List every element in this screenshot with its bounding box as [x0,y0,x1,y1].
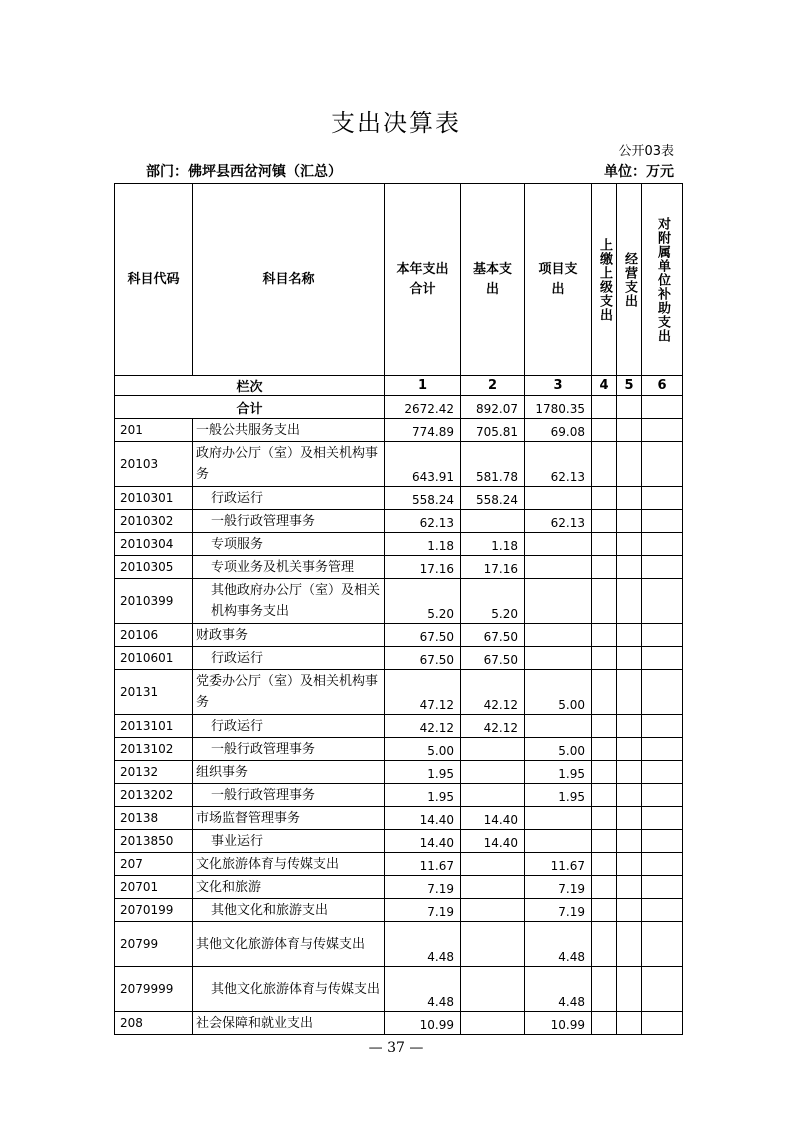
total-c5 [617,396,642,419]
row-project [525,715,592,738]
row-basic [461,967,525,1012]
row-operating [617,670,642,715]
row-name: 一般行政管理事务 [193,738,385,761]
row-upper-level [592,624,617,647]
table-row [115,1012,683,1035]
table-row [115,830,683,853]
row-name: 其他文化和旅游支出 [193,899,385,922]
row-name: 一般行政管理事务 [193,784,385,807]
row-subsidiary [642,579,683,624]
department-label: 部门：佛坪县西岔河镇（汇总） [146,164,342,180]
row-code: 20132 [115,761,193,784]
row-operating [617,579,642,624]
row-code: 20131 [115,670,193,715]
row-name: 专项服务 [193,533,385,556]
row-operating [617,647,642,670]
row-upper-level [592,761,617,784]
row-total: 5.20 [385,579,461,624]
row-operating [617,1012,642,1035]
table-row [115,899,683,922]
row-subsidiary [642,670,683,715]
table-row [115,533,683,556]
row-total: 67.50 [385,624,461,647]
row-name: 市场监督管理事务 [193,807,385,830]
row-basic [461,784,525,807]
row-total: 1.95 [385,784,461,807]
row-upper-level [592,876,617,899]
row-upper-level [592,419,617,442]
expenditure-table [114,183,683,1035]
row-total: 47.12 [385,670,461,715]
column-index-2: 2 [461,376,525,396]
row-name: 其他文化旅游体育与传媒支出 [193,922,385,967]
row-basic: 558.24 [461,487,525,510]
row-project: 62.13 [525,442,592,487]
header-row [115,184,683,376]
row-upper-level [592,807,617,830]
row-subsidiary [642,807,683,830]
row-total: 5.00 [385,738,461,761]
row-total: 11.67 [385,853,461,876]
header-total: 本年支出合计 [385,184,461,376]
header-code: 科目代码 [115,184,193,376]
row-upper-level [592,487,617,510]
row-basic: 581.78 [461,442,525,487]
table-row [115,715,683,738]
row-total: 1.95 [385,761,461,784]
row-subsidiary [642,761,683,784]
total-c2: 892.07 [461,396,525,419]
row-upper-level [592,533,617,556]
row-code: 20138 [115,807,193,830]
total-c1: 2672.42 [385,396,461,419]
row-operating [617,715,642,738]
row-basic: 42.12 [461,670,525,715]
row-basic [461,510,525,533]
total-c6 [642,396,683,419]
row-upper-level [592,853,617,876]
row-upper-level [592,738,617,761]
row-basic: 14.40 [461,830,525,853]
row-basic [461,761,525,784]
row-code: 2010305 [115,556,193,579]
row-subsidiary [642,647,683,670]
row-operating [617,967,642,1012]
row-project: 10.99 [525,1012,592,1035]
row-subsidiary [642,1012,683,1035]
row-project: 4.48 [525,922,592,967]
row-code: 2013202 [115,784,193,807]
row-total: 14.40 [385,830,461,853]
row-subsidiary [642,487,683,510]
row-basic: 42.12 [461,715,525,738]
column-index-4: 4 [592,376,617,396]
row-project: 7.19 [525,899,592,922]
row-upper-level [592,784,617,807]
row-basic [461,899,525,922]
row-code: 208 [115,1012,193,1035]
row-upper-level [592,922,617,967]
row-total: 4.48 [385,967,461,1012]
row-subsidiary [642,624,683,647]
row-upper-level [592,647,617,670]
row-subsidiary [642,510,683,533]
row-operating [617,487,642,510]
row-subsidiary [642,715,683,738]
row-subsidiary [642,922,683,967]
row-upper-level [592,1012,617,1035]
row-code: 20106 [115,624,193,647]
row-code: 2010601 [115,647,193,670]
row-subsidiary [642,967,683,1012]
row-total: 643.91 [385,442,461,487]
header-upper-level: 上缴上级支出 [592,184,617,376]
table-row [115,784,683,807]
row-upper-level [592,715,617,738]
row-operating [617,761,642,784]
row-subsidiary [642,784,683,807]
total-c4 [592,396,617,419]
row-basic [461,1012,525,1035]
row-project [525,556,592,579]
row-upper-level [592,967,617,1012]
table-row [115,807,683,830]
row-code: 201 [115,419,193,442]
row-code: 2079999 [115,967,193,1012]
row-operating [617,419,642,442]
column-index-3: 3 [525,376,592,396]
row-basic: 705.81 [461,419,525,442]
row-operating [617,510,642,533]
row-total: 7.19 [385,876,461,899]
row-operating [617,533,642,556]
table-row [115,922,683,967]
row-name: 一般公共服务支出 [193,419,385,442]
header-subsidiary: 对附属单位补助支出 [642,184,683,376]
row-operating [617,738,642,761]
row-name: 文化和旅游 [193,876,385,899]
row-subsidiary [642,853,683,876]
row-total: 17.16 [385,556,461,579]
row-code: 2010304 [115,533,193,556]
table-row [115,853,683,876]
row-code: 20103 [115,442,193,487]
total-label: 合计 [115,396,385,419]
page-number: — 37 — [368,1040,424,1056]
row-code: 2013102 [115,738,193,761]
table-row [115,487,683,510]
row-name: 行政运行 [193,487,385,510]
column-index-5: 5 [617,376,642,396]
row-name: 行政运行 [193,715,385,738]
column-index-label: 栏次 [115,376,385,396]
header-operating: 经营支出 [617,184,642,376]
table-row [115,510,683,533]
table-row [115,579,683,624]
row-basic: 1.18 [461,533,525,556]
row-name: 文化旅游体育与传媒支出 [193,853,385,876]
header-project: 项目支出 [525,184,592,376]
row-name: 党委办公厅（室）及相关机构事务 [193,670,385,715]
column-index-row [115,376,683,396]
row-operating [617,830,642,853]
row-operating [617,807,642,830]
table-row [115,761,683,784]
row-operating [617,922,642,967]
row-total: 67.50 [385,647,461,670]
row-code: 2010302 [115,510,193,533]
row-total: 774.89 [385,419,461,442]
row-basic [461,922,525,967]
row-project: 62.13 [525,510,592,533]
row-code: 207 [115,853,193,876]
row-name: 社会保障和就业支出 [193,1012,385,1035]
row-operating [617,556,642,579]
unit-label: 单位：万元 [604,164,674,180]
row-upper-level [592,442,617,487]
row-upper-level [592,556,617,579]
row-total: 14.40 [385,807,461,830]
row-total: 42.12 [385,715,461,738]
table-row [115,556,683,579]
row-subsidiary [642,738,683,761]
row-total: 558.24 [385,487,461,510]
table-row [115,670,683,715]
row-name: 其他文化旅游体育与传媒支出 [193,967,385,1012]
row-upper-level [592,670,617,715]
row-basic [461,853,525,876]
row-basic: 17.16 [461,556,525,579]
row-code: 2010399 [115,579,193,624]
row-basic: 14.40 [461,807,525,830]
total-c3: 1780.35 [525,396,592,419]
table-row [115,624,683,647]
row-basic: 67.50 [461,647,525,670]
row-code: 2013850 [115,830,193,853]
row-name: 事业运行 [193,830,385,853]
row-project: 5.00 [525,738,592,761]
table-row [115,419,683,442]
total-row [115,396,683,419]
row-basic [461,738,525,761]
row-name: 专项业务及机关事务管理 [193,556,385,579]
row-project [525,647,592,670]
row-basic [461,876,525,899]
row-name: 其他政府办公厅（室）及相关机构事务支出 [193,579,385,624]
row-project: 11.67 [525,853,592,876]
row-operating [617,624,642,647]
row-project: 69.08 [525,419,592,442]
row-code: 20799 [115,922,193,967]
row-subsidiary [642,556,683,579]
row-basic: 5.20 [461,579,525,624]
row-total: 62.13 [385,510,461,533]
row-project [525,624,592,647]
row-operating [617,853,642,876]
row-subsidiary [642,419,683,442]
row-name: 行政运行 [193,647,385,670]
row-project [525,533,592,556]
row-basic: 67.50 [461,624,525,647]
row-name: 组织事务 [193,761,385,784]
row-subsidiary [642,830,683,853]
row-code: 2070199 [115,899,193,922]
column-index-1: 1 [385,376,461,396]
row-project: 5.00 [525,670,592,715]
form-number: 公开03表 [618,144,674,159]
row-project: 1.95 [525,784,592,807]
table-row [115,647,683,670]
row-subsidiary [642,876,683,899]
row-operating [617,876,642,899]
row-name: 财政事务 [193,624,385,647]
page-title: 支出决算表 [331,109,461,137]
row-operating [617,899,642,922]
row-upper-level [592,830,617,853]
table-row [115,738,683,761]
table-row [115,442,683,487]
row-name: 政府办公厅（室）及相关机构事务 [193,442,385,487]
row-project: 7.19 [525,876,592,899]
row-project: 1.95 [525,761,592,784]
row-operating [617,442,642,487]
row-project [525,830,592,853]
row-upper-level [592,510,617,533]
table-row [115,876,683,899]
table-row [115,967,683,1012]
header-basic: 基本支出 [461,184,525,376]
row-name: 一般行政管理事务 [193,510,385,533]
row-project [525,579,592,624]
row-upper-level [592,899,617,922]
row-project [525,807,592,830]
row-project [525,487,592,510]
row-code: 20701 [115,876,193,899]
row-total: 1.18 [385,533,461,556]
row-upper-level [592,579,617,624]
row-code: 2010301 [115,487,193,510]
row-total: 7.19 [385,899,461,922]
row-project: 4.48 [525,967,592,1012]
row-code: 2013101 [115,715,193,738]
row-total: 4.48 [385,922,461,967]
row-subsidiary [642,533,683,556]
row-total: 10.99 [385,1012,461,1035]
header-name: 科目名称 [193,184,385,376]
row-operating [617,784,642,807]
row-subsidiary [642,442,683,487]
row-subsidiary [642,899,683,922]
column-index-6: 6 [642,376,683,396]
